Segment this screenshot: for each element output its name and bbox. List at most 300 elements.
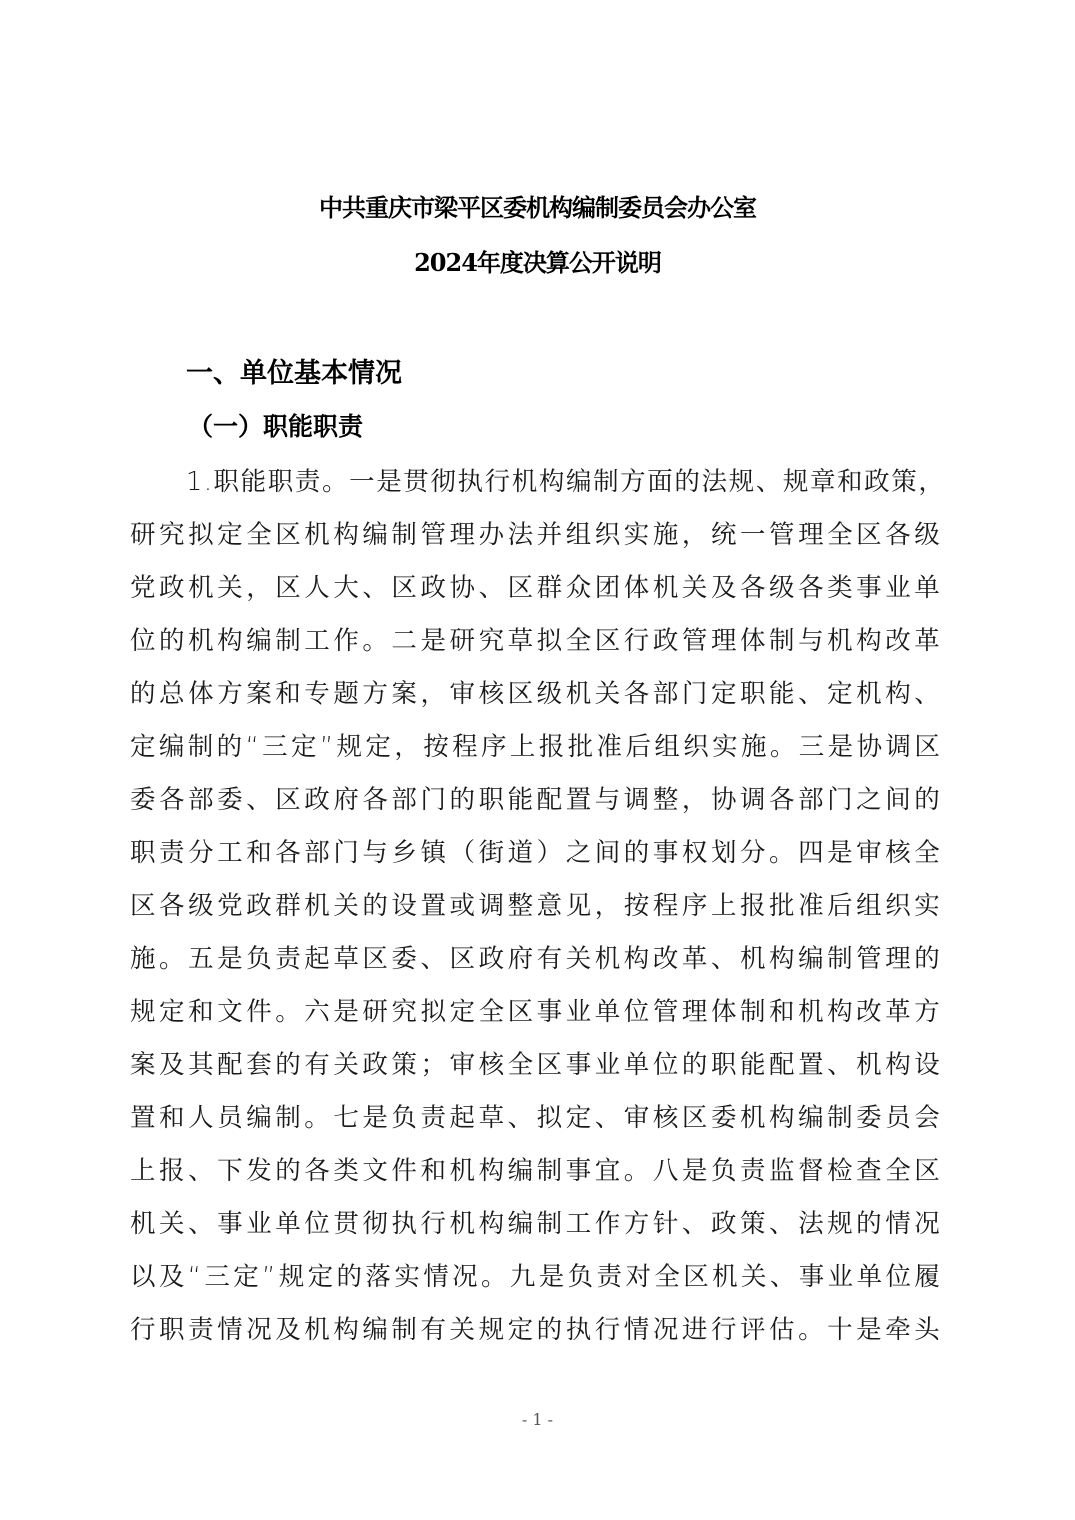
- char: 报: [739, 891, 766, 921]
- char: 改: [885, 626, 911, 656]
- char: 上: [710, 891, 737, 921]
- char: 是: [538, 1262, 565, 1292]
- char: 并: [536, 520, 563, 550]
- char: 构: [333, 520, 359, 550]
- char: 草: [478, 1103, 505, 1133]
- char: 负: [246, 944, 272, 974]
- paragraph-line: [130, 515, 940, 555]
- char: 构: [538, 467, 565, 497]
- char: 是: [376, 467, 402, 497]
- char: 各: [362, 785, 388, 815]
- char: 员: [885, 1103, 911, 1133]
- char: 委: [217, 785, 243, 815]
- char: 单: [914, 573, 940, 603]
- char: 机: [188, 573, 214, 603]
- char: 区: [449, 944, 476, 974]
- paragraph-line: [130, 833, 940, 873]
- char: 定: [217, 520, 243, 550]
- char: 程: [652, 891, 679, 921]
- char: 件: [391, 1156, 417, 1186]
- char: 定: [159, 997, 185, 1027]
- char: 的: [216, 732, 243, 762]
- char: 位: [130, 626, 156, 656]
- paragraph-line: [130, 1151, 940, 1191]
- char: 、: [769, 1209, 795, 1239]
- char: 评: [739, 1315, 766, 1345]
- char: 组: [856, 891, 882, 921]
- char: 究: [391, 997, 417, 1027]
- char: 改: [652, 944, 679, 974]
- char: 三: [262, 732, 288, 762]
- char: 政: [420, 573, 446, 603]
- char: 区: [507, 997, 534, 1027]
- char: 区: [507, 679, 534, 709]
- char: 实: [623, 520, 650, 550]
- char: 审: [449, 679, 476, 709]
- char: 按: [623, 891, 650, 921]
- char: 策: [891, 467, 917, 497]
- char: 体: [710, 997, 737, 1027]
- char: 整: [652, 785, 679, 815]
- char: 责: [275, 944, 301, 974]
- char: 区: [507, 573, 534, 603]
- char: 位: [304, 1209, 330, 1239]
- char: ，: [246, 573, 272, 603]
- char: 批: [567, 732, 594, 762]
- char: 位: [623, 997, 650, 1027]
- char: 置: [130, 1103, 156, 1133]
- char: 关: [159, 1209, 185, 1239]
- char: 落: [365, 1262, 391, 1292]
- char: 制: [769, 626, 795, 656]
- char: 。: [798, 1315, 824, 1345]
- char: 程: [452, 732, 478, 762]
- char: 编: [246, 1103, 272, 1133]
- char: 按: [423, 732, 449, 762]
- char: 制: [536, 1156, 563, 1186]
- char: 业: [565, 997, 592, 1027]
- char: 定: [130, 732, 156, 762]
- char: 规: [782, 467, 809, 497]
- char: 理: [449, 520, 476, 550]
- char: 单: [275, 1209, 301, 1239]
- char: 、: [710, 944, 737, 974]
- char: 全: [478, 997, 505, 1027]
- char: 一: [349, 467, 375, 497]
- char: 事: [565, 1050, 592, 1080]
- char: 各: [798, 573, 824, 603]
- paragraph-line: [130, 1257, 940, 1297]
- char: 各: [623, 679, 650, 709]
- char: 门: [420, 785, 446, 815]
- char: 责: [159, 838, 185, 868]
- char: 部: [304, 838, 330, 868]
- char: 管: [652, 997, 679, 1027]
- char: 、: [827, 1050, 853, 1080]
- char: 见: [565, 891, 592, 921]
- char: 是: [827, 838, 853, 868]
- char: 关: [449, 1315, 476, 1345]
- section-heading: 一、单位基本情况: [186, 358, 402, 389]
- char: 织: [885, 891, 911, 921]
- char: 全: [565, 626, 592, 656]
- char: 施: [130, 944, 156, 974]
- char: 、: [246, 785, 272, 815]
- char: 宜: [594, 1156, 621, 1186]
- char: “: [245, 732, 259, 762]
- subsection-heading: （一）职能职责: [188, 412, 364, 441]
- char: 业: [246, 1209, 272, 1239]
- char: 、: [478, 573, 505, 603]
- char: 事: [565, 1156, 592, 1186]
- char: 执: [565, 1315, 592, 1345]
- char: 核: [885, 838, 911, 868]
- char: 事: [798, 1262, 825, 1292]
- char: 职: [739, 679, 766, 709]
- char: 策: [391, 1050, 417, 1080]
- char: 职: [710, 1050, 737, 1080]
- char: 的: [130, 679, 156, 709]
- char: 况: [452, 1262, 478, 1292]
- char: 整: [507, 891, 534, 921]
- char: 及: [710, 573, 737, 603]
- char: 责: [294, 467, 321, 497]
- char: 机: [856, 1050, 882, 1080]
- char: 作: [333, 626, 359, 656]
- char: 机: [594, 944, 621, 974]
- char: 制: [275, 626, 301, 656]
- paragraph-line: [130, 1204, 940, 1244]
- char: 之: [565, 838, 592, 868]
- char: 施: [741, 732, 767, 762]
- char: 能: [739, 1050, 766, 1080]
- paragraph-line: [130, 886, 940, 926]
- char: 全: [246, 520, 272, 550]
- char: 和: [159, 1103, 185, 1133]
- char: 规: [336, 732, 363, 762]
- char: 方: [914, 997, 940, 1027]
- char: 各: [885, 520, 911, 550]
- char: 体: [188, 679, 214, 709]
- char: 全: [827, 520, 853, 550]
- char: 政: [478, 944, 505, 974]
- char: 构: [478, 1209, 505, 1239]
- char: ，: [420, 679, 446, 709]
- paragraph-line: [130, 1098, 940, 1138]
- paragraph-line: [130, 1045, 940, 1085]
- char: 职: [159, 1315, 185, 1345]
- char: 机: [798, 997, 824, 1027]
- char: 定: [307, 1262, 334, 1292]
- char: 构: [885, 679, 911, 709]
- char: 执: [391, 1209, 417, 1239]
- paragraph-line: [130, 1310, 940, 1350]
- char: 五: [188, 944, 214, 974]
- char: 有: [420, 1315, 446, 1345]
- char: 人: [304, 573, 330, 603]
- char: 起: [304, 944, 330, 974]
- char: 是: [827, 732, 854, 762]
- char: 、: [914, 679, 940, 709]
- char: 和: [769, 997, 795, 1027]
- char: 业: [827, 1262, 854, 1292]
- char: 以: [130, 1262, 156, 1292]
- char: 构: [478, 1156, 505, 1186]
- char: 调: [885, 732, 911, 762]
- char: ，: [681, 785, 708, 815]
- char: 关: [333, 1050, 359, 1080]
- char: 实: [394, 1262, 420, 1292]
- char: 、: [188, 1209, 214, 1239]
- char: 构: [623, 944, 650, 974]
- char: 一: [739, 520, 766, 550]
- char: 位: [652, 1050, 679, 1080]
- char: 机: [304, 520, 330, 550]
- char: 编: [362, 520, 388, 550]
- char: 组: [565, 520, 592, 550]
- char: 管: [681, 626, 708, 656]
- paragraph-line: [130, 939, 940, 979]
- char: 职: [213, 467, 240, 497]
- char: 政: [304, 785, 330, 815]
- char: 。: [275, 997, 301, 1027]
- char: 管: [420, 520, 446, 550]
- char: 编: [565, 467, 592, 497]
- char: 区: [362, 944, 388, 974]
- char: 及: [158, 1262, 185, 1292]
- char: 贯: [333, 1209, 359, 1239]
- char: 核: [652, 1103, 679, 1133]
- char: 案: [130, 1050, 156, 1080]
- char: 八: [652, 1156, 679, 1186]
- char: 编: [362, 1315, 388, 1345]
- char: 三: [204, 1262, 230, 1292]
- char: 查: [856, 1156, 882, 1186]
- char: 制: [827, 1103, 853, 1133]
- char: 审: [856, 838, 882, 868]
- char: 理: [798, 520, 824, 550]
- char: 。: [769, 732, 796, 762]
- char: 机: [188, 626, 214, 656]
- char: 全: [654, 1262, 680, 1292]
- char: 的: [856, 1209, 882, 1239]
- char: 进: [681, 1315, 708, 1345]
- char: 三: [798, 732, 825, 762]
- char: 业: [594, 1050, 621, 1080]
- char: 织: [594, 520, 621, 550]
- char: 理: [681, 997, 708, 1027]
- char: 有: [536, 944, 563, 974]
- char: 究: [478, 626, 505, 656]
- char: 拟: [536, 626, 563, 656]
- char: 关: [217, 573, 243, 603]
- char: 门: [333, 838, 359, 868]
- char: 审: [623, 1103, 650, 1133]
- char: 的: [336, 1262, 363, 1292]
- char: 政: [159, 573, 185, 603]
- char: 设: [391, 891, 417, 921]
- char: 政: [710, 1209, 737, 1239]
- char: 理: [710, 626, 737, 656]
- char: 和: [188, 997, 214, 1027]
- char: 编: [507, 1209, 534, 1239]
- char: 发: [246, 1156, 272, 1186]
- char: 区: [594, 626, 621, 656]
- char: 能: [769, 679, 795, 709]
- char: 拟: [536, 1103, 563, 1133]
- char: 人: [188, 1103, 214, 1133]
- char: 乡: [391, 838, 417, 868]
- char: 置: [420, 891, 446, 921]
- char: 。: [321, 467, 348, 497]
- char: 六: [304, 997, 330, 1027]
- char: 机: [739, 1103, 766, 1133]
- char: 机: [130, 1209, 156, 1239]
- char: 情: [217, 1315, 243, 1345]
- char: 编: [507, 1156, 534, 1186]
- char: 法: [701, 467, 728, 497]
- char: 意: [536, 891, 563, 921]
- char: 的: [914, 785, 940, 815]
- char: 区: [681, 1103, 708, 1133]
- char: 文: [362, 1156, 388, 1186]
- char: 负: [391, 1103, 417, 1133]
- char: 、: [755, 467, 782, 497]
- char: 总: [159, 679, 185, 709]
- char: 门: [827, 785, 853, 815]
- char: 职: [130, 838, 156, 868]
- char: 的: [275, 1050, 301, 1080]
- char: 机: [304, 1315, 330, 1345]
- char: 工: [217, 838, 243, 868]
- char: 府: [333, 785, 359, 815]
- char: 间: [885, 785, 911, 815]
- char: 套: [246, 1050, 272, 1080]
- char: 、: [798, 679, 824, 709]
- char: 序: [681, 891, 708, 921]
- char: 编: [246, 626, 272, 656]
- char: 构: [217, 626, 243, 656]
- char: 下: [217, 1156, 243, 1186]
- char: 的: [536, 1315, 563, 1345]
- char: 众: [565, 573, 592, 603]
- char: 况: [652, 1315, 679, 1345]
- char: （: [449, 838, 476, 868]
- char: 的: [914, 944, 940, 974]
- char: 政: [864, 467, 890, 497]
- char: 牵: [885, 1315, 911, 1345]
- char: 位: [885, 1262, 911, 1292]
- char: 职: [267, 467, 294, 497]
- char: 实: [914, 891, 940, 921]
- char: 事: [856, 573, 882, 603]
- char: 制: [187, 732, 214, 762]
- char: 配: [536, 785, 563, 815]
- char: 党: [130, 573, 156, 603]
- char: 会: [914, 1103, 940, 1133]
- char: 监: [769, 1156, 795, 1186]
- char: 核: [478, 1050, 505, 1080]
- char: 拟: [420, 997, 446, 1027]
- char: 权: [681, 838, 708, 868]
- char: 规: [827, 1209, 853, 1239]
- char: 机: [565, 679, 592, 709]
- char: 各: [739, 573, 766, 603]
- char: 制: [275, 1103, 301, 1133]
- char: 构: [856, 626, 882, 656]
- char: 后: [827, 891, 853, 921]
- char: 机: [712, 1262, 738, 1292]
- char: 级: [188, 891, 214, 921]
- char: 职: [478, 785, 505, 815]
- char: 分: [739, 838, 766, 868]
- char: ”: [262, 1262, 276, 1292]
- char: 政: [246, 891, 272, 921]
- char: 方: [623, 1209, 650, 1239]
- char: 调: [623, 785, 650, 815]
- paragraph-line: [186, 462, 944, 502]
- document-title-line-2: 2024年度决算公开说明: [414, 248, 661, 277]
- char: 对: [625, 1262, 651, 1292]
- char: 。: [769, 838, 795, 868]
- char: 划: [710, 838, 737, 868]
- char: 调: [739, 785, 766, 815]
- char: 机: [652, 573, 679, 603]
- paragraph-line: [130, 727, 940, 767]
- char: 彻: [430, 467, 456, 497]
- char: 协: [710, 785, 737, 815]
- char: 全: [914, 838, 940, 868]
- char: 之: [856, 785, 882, 815]
- char: 事: [536, 997, 563, 1027]
- char: 各: [769, 785, 795, 815]
- char: 制: [391, 520, 417, 550]
- char: 分: [188, 838, 214, 868]
- char: 事: [217, 1209, 243, 1239]
- char: 法: [507, 520, 534, 550]
- char: 是: [420, 626, 446, 656]
- char: 责: [188, 1315, 214, 1345]
- char: 体: [623, 573, 650, 603]
- char: 全: [885, 1156, 911, 1186]
- char: 群: [275, 891, 301, 921]
- char: 作: [594, 1209, 621, 1239]
- paragraph-line: [130, 621, 940, 661]
- char: 区: [683, 1262, 709, 1292]
- char: 况: [914, 1209, 940, 1239]
- char: 构: [885, 1050, 911, 1080]
- char: 制: [827, 944, 853, 974]
- char: 准: [798, 891, 824, 921]
- char: 。: [480, 1262, 507, 1292]
- char: 部: [188, 785, 214, 815]
- char: 。: [362, 626, 388, 656]
- char: 群: [536, 573, 563, 603]
- char: 专: [304, 679, 330, 709]
- char: 究: [159, 520, 185, 550]
- char: “: [187, 1262, 201, 1292]
- char: 督: [798, 1156, 824, 1186]
- char: 的: [275, 1156, 301, 1186]
- char: 门: [681, 679, 708, 709]
- char: 面: [647, 467, 673, 497]
- char: 业: [885, 573, 911, 603]
- char: 行: [710, 1315, 737, 1345]
- char: 关: [741, 1262, 767, 1292]
- char: 的: [623, 838, 650, 868]
- char: 有: [304, 1050, 330, 1080]
- char: 针: [652, 1209, 679, 1239]
